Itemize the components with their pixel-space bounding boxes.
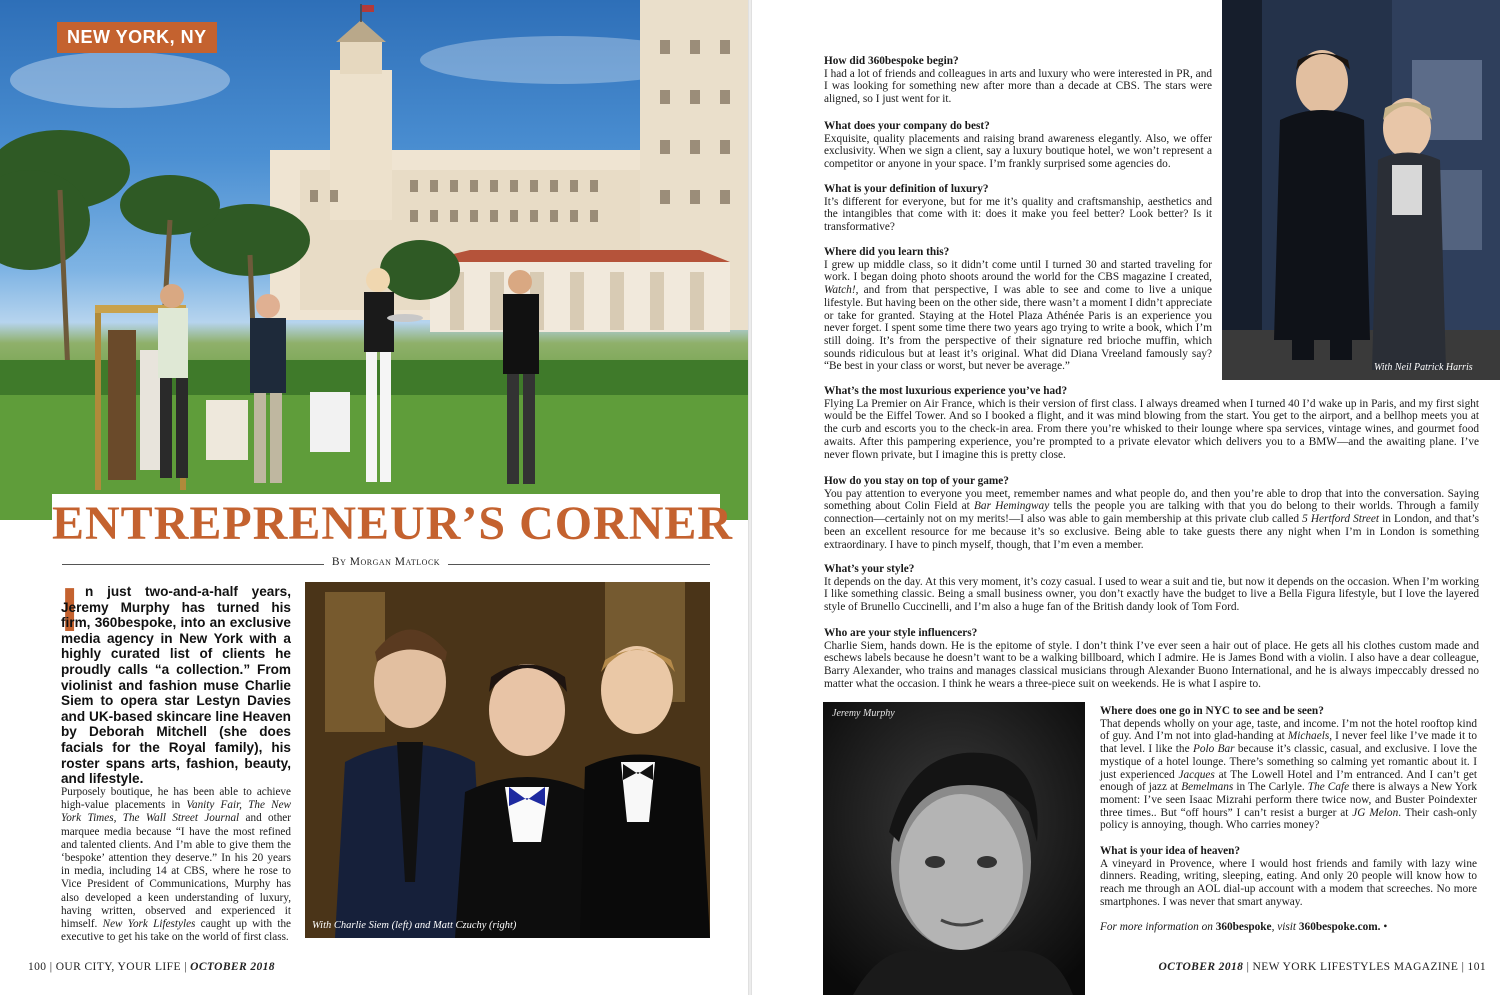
qa-answer-venue: Bar Hemingway [974,500,1050,513]
qa-question: What does your company do best? [824,120,990,132]
lede-paragraph: n just two-and-a-half years, Jeremy Murphy has turned his firm, 360bespoke, into an exclusive media agency in New York with a highly curated list of clients he proudly calls “a collection.” From violinist and fashion muse Charlie Siem to opera star Lestyn Davies and UK-based skincare line Heaven by Deborah Mitchell (she does facials for the Royal family), his roster spans arts, fashion, beauty, and lifestyle. [61,584,291,787]
qa-answer-part: because it’s classic, casual, and exclusive. I love the mystique of a hotel lounge. There’s something so calming yet romantic about it. I just experienced [1100,743,1477,781]
portrait-caption: Jeremy Murphy [832,708,895,719]
more-info-brand: 360bespoke [1215,921,1272,933]
right-page [752,0,1500,995]
byline-text: By Morgan Matlock [324,556,448,568]
train-illustration [1222,0,1500,380]
qa-block-6 [824,475,1479,551]
qa-answer-venue: Jacques [1178,768,1215,781]
hero-photo [0,0,748,520]
trio-photo [305,582,710,938]
train-caption: With Neil Patrick Harris [1374,362,1473,373]
more-info-url: 360bespoke.com. [1298,921,1381,933]
hero-illustration [0,0,748,520]
qa-answer-part: That depends wholly on your age, taste, and income. I’m not the hotel rooftop kind of guy. And I’m not into glad-handing at [1100,717,1477,743]
qa-block-1 [824,55,1212,106]
qa-answer: I had a lot of friends and colleagues in arts and luxury who were interested in PR, and I was looking for something new after more than a decade at CBS. The stars were aligned, so I just went for it. [824,67,1212,106]
qa-block-4 [824,246,1212,373]
qa-answer-title: Watch! [824,284,856,297]
qa-question: Where did you learn this? [824,246,950,258]
folio-left-page-number: 100 [28,961,47,973]
qa-block-5 [824,385,1479,461]
qa-answer: Flying La Premier on Air France, which is their version of first class. I always dreamed when I turned 40 I’d wake up in Paris, and my first sight would be the Eiffel Tower. And so I booked a flight, and it was mind blowing from the start. You get to the airport, and a bellhop meets you at the curb and escorts you to the check-in area. From there you’re whisked to their lounge where spa services, vintage wines, and gourmet food awaits. After this pampering experience, you’re prompted to a private elevator which delivers you to a BMW—and the awaiting plane. I’ve never flown private, but I imagine this is pretty close. [824,397,1479,461]
qa-block-10 [1100,845,1477,909]
qa-answer-venue: The Cafe [1307,781,1350,794]
qa-answer [824,259,1212,373]
qa-question: How did 360bespoke begin? [824,55,959,67]
qa-answer: Charlie Siem, hands down. He is the epitome of style. I don’t think I’ve ever seen a hair out of place. He gets all his clothes custom made and eschews labels because he doesn’t want to be a walking billboard, which I admire. He is James Bond with a violin. I also have a dear colleague, Barry Alexander, who trains and manages classical musicians through Alexander Buono International, and he is always impeccably dressed no matter what the occasion. I think he wears a three-piece suit on weekends. He is what I aspire to. [824,639,1479,690]
intro-publications: Vanity Fair, The New York Times, The Wall Street Journal [61,799,291,825]
qa-answer-part: in London, and that’s been an excellent resource for me because it’s so exclusive. Being able to take guests there any night when I’m in London is something extraordinary. I have to pinch myself, though, that I’m even a member. [824,513,1479,551]
trio-caption: With Charlie Siem (left) and Matt Czuchy (right) [312,920,517,931]
train-photo [1222,0,1500,380]
page-title: ENTREPRENEUR’S CORNER [52,497,734,550]
qa-question: What is your definition of luxury? [824,183,989,195]
qa-block-3 [824,183,1212,234]
qa-question: What’s your style? [824,563,915,575]
folio-right-issue: OCTOBER 2018 [1158,961,1244,973]
intro-text-3: caught up with the executive to get his take on the world of first class. [61,918,291,944]
qa-answer-venue: JG Melon [1352,806,1399,819]
qa-block-7 [824,563,1479,614]
intro-magazine: New York Lifestyles [102,918,196,931]
intro-text-2: and other marquee media because “I have the most refined and talented clients. And I’m able to give them the ‘bespoke’ attention they deserve.” In his 20 years in media, including 14 at CBS, where he rose to Vice President of Communications, Murphy has also developed a keen understanding of luxury, having written, observed and experienced it himself. [61,812,292,931]
intro-body [61,786,291,944]
portrait-illustration [823,702,1085,995]
qa-answer [824,488,1479,552]
trio-illustration [305,582,710,938]
more-info-mid: , visit [1271,921,1299,933]
qa-answer-venue: Bemelmans [1181,781,1234,794]
more-info-line [1100,921,1387,933]
qa-answer-venue: Polo Bar [1192,743,1235,756]
folio-right-magazine: NEW YORK LIFESTYLES MAGAZINE [1252,961,1459,973]
folio-left-section: OUR CITY, YOUR LIFE [55,961,181,973]
folio-left [28,961,275,973]
qa-question: What is your idea of heaven? [1100,845,1241,857]
qa-block-8 [824,627,1479,691]
qa-answer: Exquisite, quality placements and raising brand awareness elegantly. Also, we offer exclusivity. When we sign a client, say a luxury boutique hotel, we won’t represent a competitor or anyone in your space. I’m frankly surprised some agencies do. [824,132,1212,171]
folio-left-issue: OCTOBER 2018 [190,961,275,973]
qa-answer [1100,718,1477,832]
qa-answer-part: in The Carlyle. [1233,781,1308,794]
qa-question: Where does one go in NYC to see and be seen? [1100,705,1324,717]
folio-separator: | [49,961,56,973]
folio-separator: | [1246,961,1253,973]
qa-question: Who are your style influencers? [824,627,978,639]
qa-question: What’s the most luxurious experience you’ve had? [824,385,1068,397]
qa-answer-part: , and from that perspective, I was able to see and come to live a unique lifestyle. But having been on the other side, there wasn’t a moment I didn’t appreciate or take for granted. Staying at the Hotel Plaza Athénée Paris is an experience you never forget. I spent some time there two years ago trying to write a book, which I’m still doing. It’s from the perspective of their signature red brioche muffin, which sounds ridiculous but at least it’s original. What did Diana Vreeland famously say? “Be best in your class or worst, but never be average.” [824,284,1212,373]
qa-answer-part: , I never feel like I’ve made it to that level. I like the [1100,730,1477,756]
qa-answer: A vineyard in Provence, where I would host friends and family with lazy wine dinners. Reading, writing, sleeping, eating. And only 20 people will know how to reach me through an AOL dial-up account with a modem that screeches. No more smartphones. I was never that smart anyway. [1100,857,1477,908]
qa-answer-part: there is always a New York moment: I’ve seen Isaac Mizrahi perform there twice now, and Buster Poindexter three times.. But “off hours” I can’t resist a burger at [1100,781,1477,819]
qa-answer: It’s different for everyone, but for me it’s quality and craftsmanship, aesthetics and the intangibles that come with it: does it make you feel better? Look better? Is it transformative? [824,195,1212,234]
qa-answer-part: You pay attention to everyone you meet, remember names and what people do, and then you’re able to drop that into the conversation. Saying something about Colin Field at [824,487,1479,513]
byline [62,556,710,568]
qa-block-2 [824,120,1212,171]
dropcap: I [61,576,79,645]
left-page [0,0,748,995]
portrait-photo [823,702,1085,995]
qa-answer-part: I grew up middle class, so it didn’t come until I turned 30 and started traveling for work. I began doing photo shoots around the world for the CBS magazine I created, [824,258,1212,284]
folio-separator: | [1461,961,1468,973]
end-mark: • [1380,921,1388,933]
location-tag: NEW YORK, NY [57,22,217,53]
qa-answer-part: at The Lowell Hotel and I’m entranced. And I can’t get enough of jazz at [1100,768,1477,794]
qa-answer-venue: Michaels [1287,730,1330,743]
qa-answer-part: . Their cash-only policy is annoying, though. Who carries money? [1100,806,1477,832]
more-info-lead: For more information on [1100,921,1216,933]
qa-question: How do you stay on top of your game? [824,475,1009,487]
folio-right [1158,961,1486,973]
folio-right-page-number: 101 [1467,961,1486,973]
byline-row [62,556,710,572]
qa-answer-part: tells the people you are talking with that you do belong to their worlds. Through a family connection—certainly not on my merits!—I also was able to gain membership at this private club called [824,500,1479,526]
qa-block-9 [1100,705,1477,832]
folio-separator: | [184,961,191,973]
intro-text-1: Purposely boutique, he has been able to achieve high-value placements in [61,786,291,812]
qa-answer-venue: 5 Hertford Street [1302,513,1380,526]
qa-answer: It depends on the day. At this very moment, it’s cozy casual. I used to wear a suit and tie, but now it depends on the occasion. When I’m working I like something classic. Being a small business owner, you don’t exactly have the budget to live a Bella Figura lifestyle, but I love the layered style of Brunello Cuccinelli, and I’m also a huge fan of the British dandy look of Tom Ford. [824,575,1479,614]
